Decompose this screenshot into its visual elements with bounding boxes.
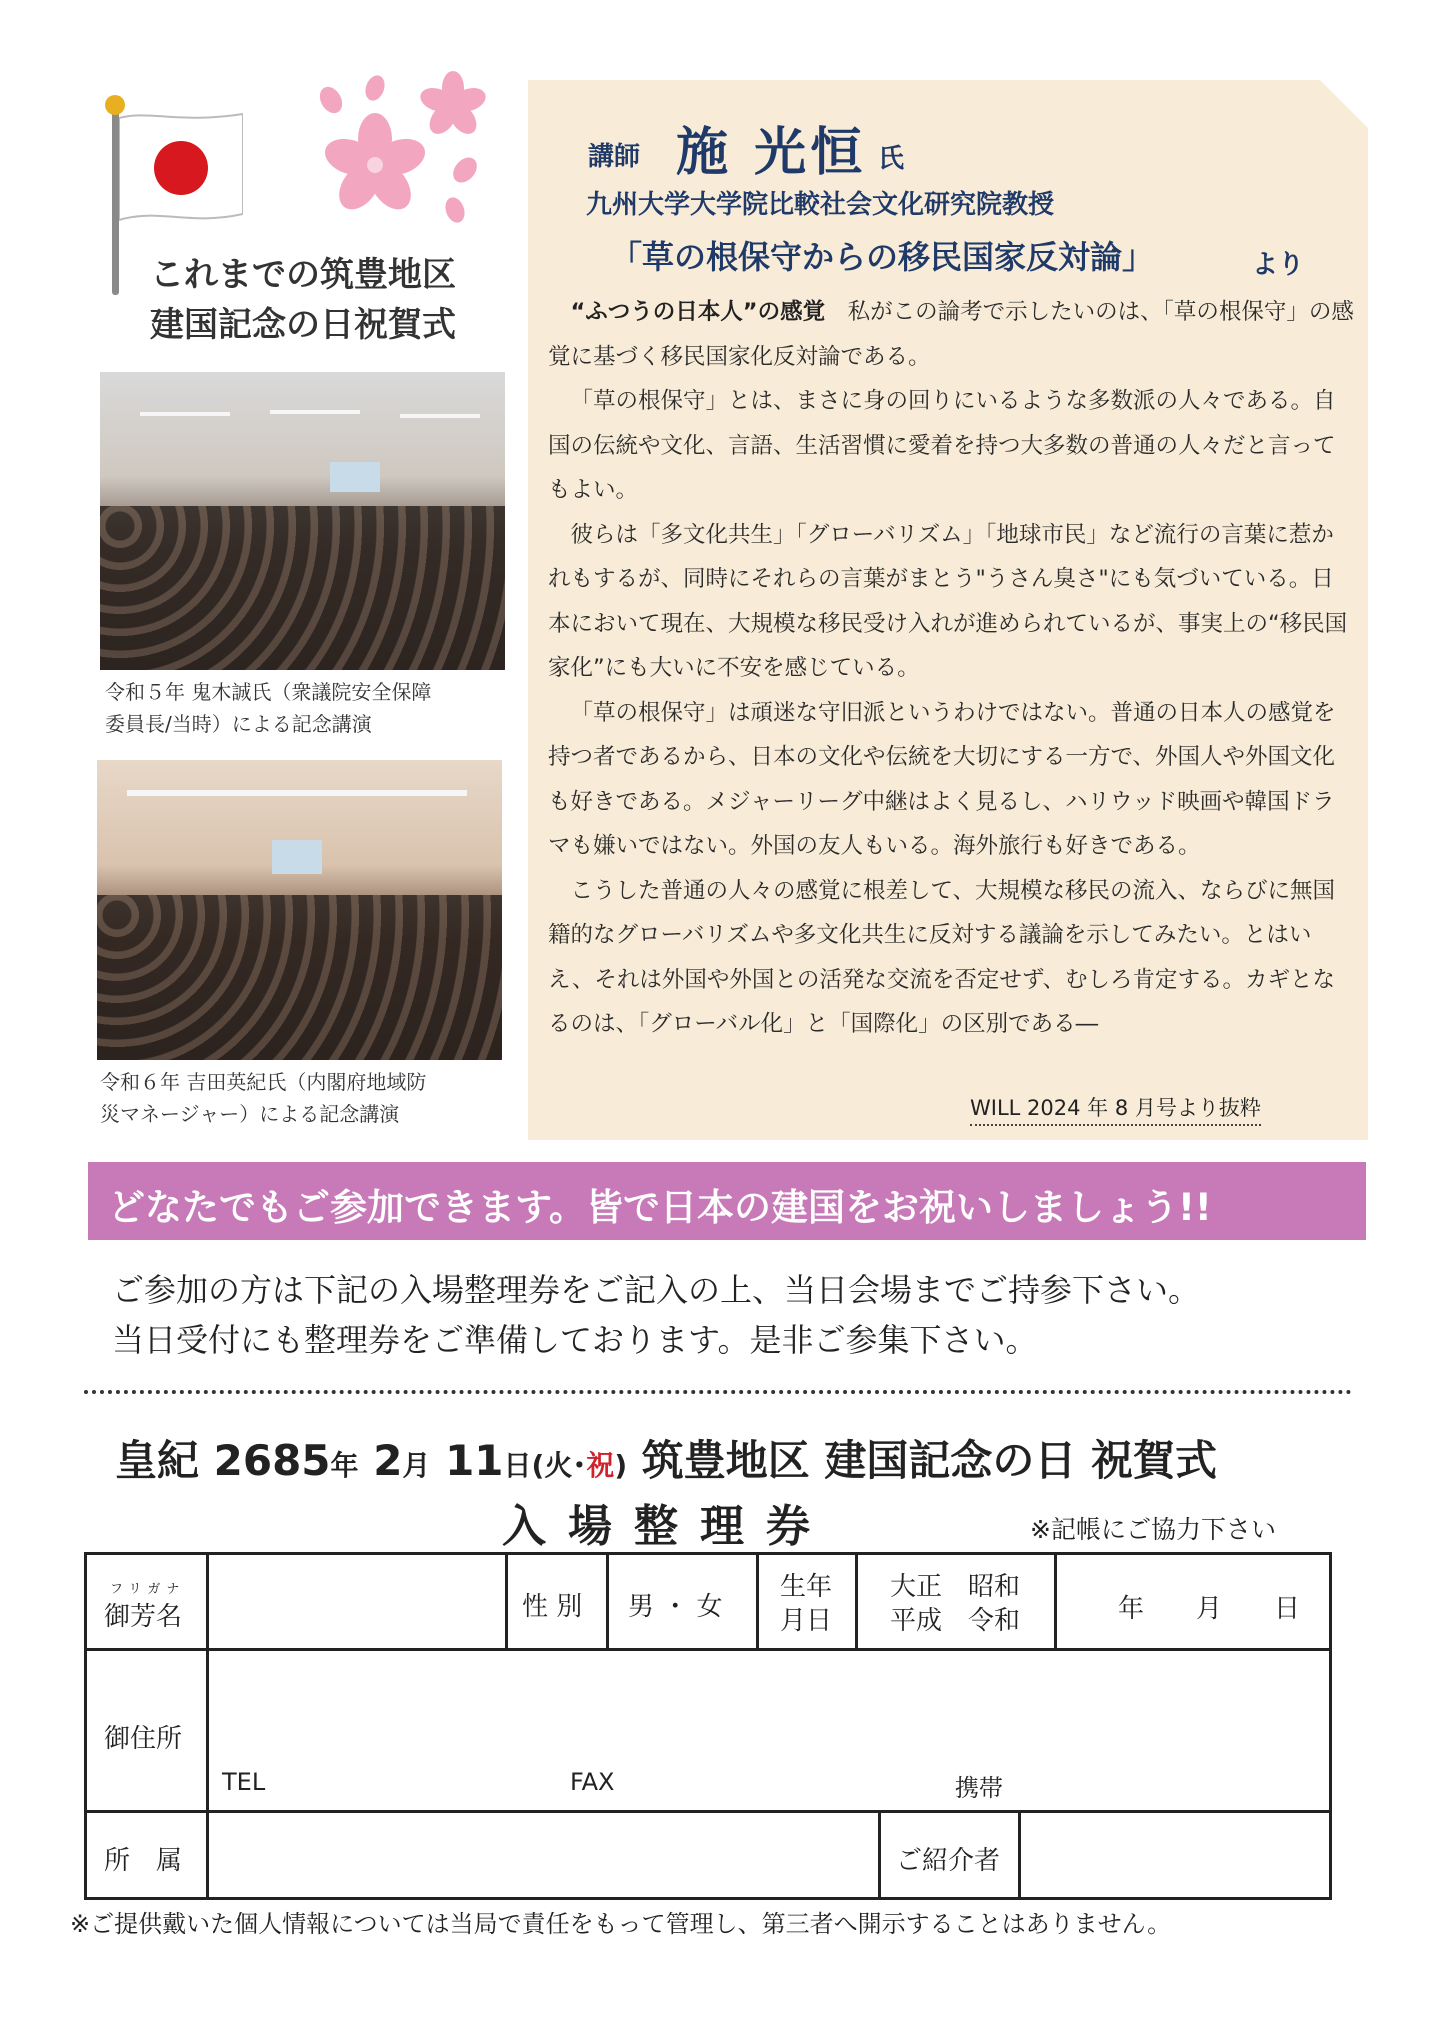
participation-notice xyxy=(112,1265,1362,1365)
invitation-banner-text: どなたでもご参加できます。皆で日本の建国をお祝いしましょう!! xyxy=(108,1186,1212,1229)
notice-line: 当日受付にも整理券をご準備しております。是非ご参集下さい。 xyxy=(112,1321,1038,1359)
caption-line: 令和５年 鬼木誠氏（衆議院安全保障 xyxy=(105,680,432,704)
japan-flag-icon xyxy=(119,110,243,230)
caption-line: 委員長/当時）による記念講演 xyxy=(105,712,372,736)
form-rule xyxy=(1054,1552,1057,1650)
article-paragraph: 「草の根保守」とは、まさに身の回りにいるような多数派の人々である。自国の伝統や文化、言語、生活習慣に愛着を持つ大多数の普通の人々だと言ってもよい。 xyxy=(548,388,1336,503)
article-paragraph xyxy=(548,290,1354,379)
address-field[interactable] xyxy=(213,1656,1323,1756)
form-rule xyxy=(606,1552,609,1650)
event-month: 2 xyxy=(373,1436,403,1485)
gender-options[interactable]: 男 ・ 女 xyxy=(628,1592,723,1622)
event-day: 11 xyxy=(445,1436,504,1485)
furigana-label: フリガナ xyxy=(110,1582,186,1597)
event-year-unit: 年 xyxy=(330,1449,359,1482)
event-era: 皇紀 xyxy=(115,1436,200,1485)
notice-line: ご参加の方は下記の入場整理券をご記入の上、当日会場までご持参下さい。 xyxy=(112,1271,1201,1309)
form-rule xyxy=(855,1552,858,1650)
ticket-note: ※記帳にご協力下さい xyxy=(1030,1515,1276,1544)
event-month-unit: 月 xyxy=(402,1449,431,1482)
article-text: 私がこの論考で示したいのは、「草の根保守」の感覚に基づく移民国家化反対論である。 xyxy=(548,299,1354,370)
article-lead-heading: “ふつうの日本人”の感覚 xyxy=(570,299,826,325)
birthdate-label xyxy=(780,1570,832,1638)
article-paragraph: 彼らは「多文化共生」「グローバリズム」「地球市民」など流行の言葉に惹かれもするが、同時にそれらの言葉がまとう"うさん臭さ"にも気づいている。日本において現在、大規模な移民受け入れが進められているが、事実上の“移民国家化”にも大いに不安を感じている。 xyxy=(548,521,1348,681)
heading-line-1: これまでの筑豊地区 xyxy=(150,255,456,295)
birthdate-field[interactable]: 年 月 日 xyxy=(1118,1594,1301,1624)
photo-caption-2023 xyxy=(105,676,505,740)
fax-label: FAX xyxy=(570,1768,615,1796)
ticket-title: 入場整理券 xyxy=(502,1501,832,1552)
article-paragraph: こうした普通の人々の感覚に根差して、大規模な移民の流入、ならびに無国籍的なグローバリズムや多文化共生に反対する議論を示してみたい。とはいえ、それは外国や外国との活発な交流を否定せず、むしろ肯定する。カギとなるのは、「グローバル化」と「国際化」の区別である― xyxy=(548,877,1336,1037)
event-photo-2023 xyxy=(100,372,505,670)
referrer-label: ご紹介者 xyxy=(896,1846,1001,1876)
era-option-row: 大正 昭和 xyxy=(890,1572,1021,1602)
era-options[interactable] xyxy=(890,1570,1020,1638)
photo-caption-2024 xyxy=(100,1066,500,1130)
lecturer-name: 施 光恒 xyxy=(676,123,867,183)
name-field[interactable] xyxy=(213,1562,501,1642)
article-source: WILL 2024 年 8 月号より抜粋 xyxy=(970,1092,1261,1126)
address-label: 御住所 xyxy=(104,1724,183,1754)
form-rule xyxy=(206,1552,209,1900)
past-events-heading xyxy=(150,250,510,350)
article-title-suffix: より xyxy=(1252,250,1305,280)
birthdate-label-line: 生年 xyxy=(780,1572,833,1602)
cut-line xyxy=(84,1390,1352,1394)
form-rule xyxy=(84,1810,1332,1813)
event-title-line xyxy=(115,1428,1217,1488)
era-option-row: 平成 令和 xyxy=(890,1606,1021,1636)
article-title: 「草の根保守からの移民国家反対論」 xyxy=(610,238,1155,276)
article-paragraph: 「草の根保守」は頑迷な守旧派というわけではない。普通の日本人の感覚を持つ者であるから、日本の文化や伝統を大切にする一方で、外国人や外国文化も好きである。メジャーリーグ中継はよく見るし、ハリウッド映画や韓国ドラマも嫌いではない。外国の友人もいる。海外旅行も好きである。 xyxy=(548,699,1336,859)
gender-label: 性 別 xyxy=(522,1592,583,1622)
sakura-blossom-icon xyxy=(315,70,505,230)
lecturer-affiliation: 九州大学大学院比較社会文化研究院教授 xyxy=(586,190,1055,220)
event-weekday-close: ) xyxy=(614,1449,628,1482)
event-photo-2024 xyxy=(97,760,502,1060)
caption-line: 令和６年 吉田英紀氏（内閣府地域防 xyxy=(100,1070,427,1094)
heading-line-2: 建国記念の日祝賀式 xyxy=(150,305,456,345)
form-rule xyxy=(505,1552,508,1650)
caption-line: 災マネージャー）による記念講演 xyxy=(100,1102,400,1126)
flag-pole xyxy=(112,100,119,295)
event-year: 2685 xyxy=(213,1436,331,1485)
birthdate-label-line: 月日 xyxy=(780,1606,833,1636)
lecturer-honorific: 氏 xyxy=(878,144,905,174)
affiliation-field[interactable] xyxy=(213,1818,873,1894)
affiliation-label: 所 属 xyxy=(104,1846,183,1876)
referrer-field[interactable] xyxy=(1026,1818,1326,1894)
event-region: 筑豊地区 xyxy=(641,1436,810,1485)
name-label: 御芳名 xyxy=(104,1602,183,1632)
event-weekday: (火･ xyxy=(531,1449,587,1482)
event-day-unit: 日 xyxy=(503,1449,532,1482)
form-rule xyxy=(756,1552,759,1650)
tel-label: TEL xyxy=(222,1768,266,1796)
event-name: 建国記念の日 祝賀式 xyxy=(824,1436,1218,1485)
article-body xyxy=(548,290,1354,1047)
mobile-label: 携帯 xyxy=(955,1774,1003,1802)
panel-cut-corner xyxy=(1320,80,1368,128)
form-rule xyxy=(878,1810,881,1900)
privacy-disclaimer: ※ご提供戴いた個人情報については当局で責任をもって管理し、第三者へ開示することはありません。 xyxy=(70,1910,1172,1938)
lecturer-role: 講師 xyxy=(588,142,641,172)
form-rule xyxy=(1018,1810,1021,1900)
event-holiday-mark: 祝 xyxy=(586,1449,615,1482)
form-rule xyxy=(84,1648,1332,1651)
